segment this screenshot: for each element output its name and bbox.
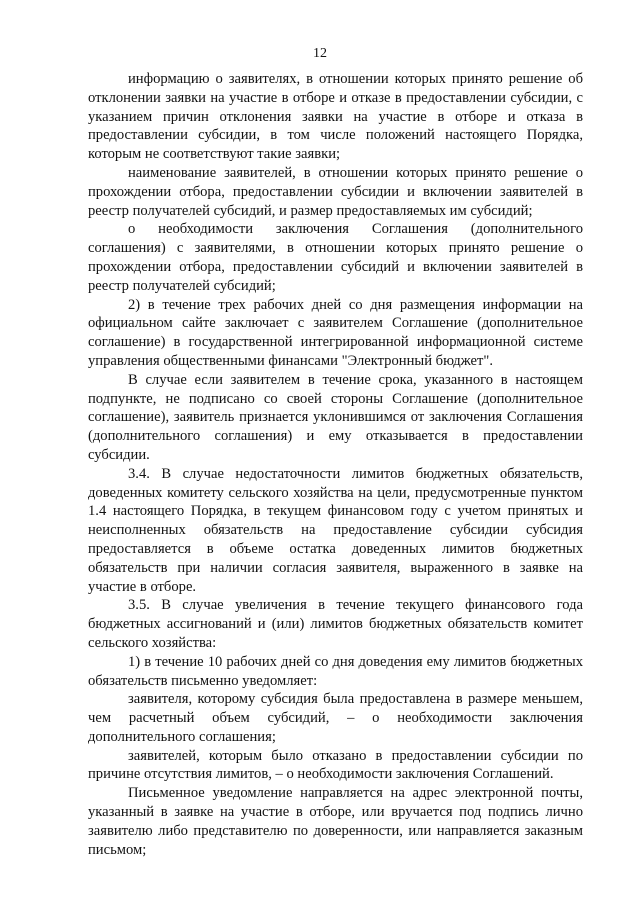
page-number: 12	[313, 46, 327, 61]
paragraph-item-2: 2) в течение трех рабочих дней со дня размещения информации на официальном сайте заключает с заявителем Соглашение (дополнительное соглашение) в государственной интегрированной информационной системе управления общественными финансами "Электронный бюджет".	[88, 296, 583, 369]
paragraph-rejected-applicants: информацию о заявителях, в отношении которых принято решение об отклонении заявки на участие в отборе и отказе в предоставлении субсидии, с указанием причин отклонения заявки на участие в отборе и отказа в предоставлении субсидии, в том числе положений настоящего Порядка, которым не соответствуют такие заявки;	[88, 71, 583, 163]
paragraph-refused-applicants: заявителей, которым было отказано в предоставлении субсидии по причине отсутствия лимитов, – о необходимости заключения Соглашений.	[88, 747, 583, 783]
paragraph-unsigned-agreement: В случае если заявителем в течение срока, указанного в настоящем подпункте, не подписано со своей стороны Соглашение (дополнительное соглашение), заявитель признается уклонившимся от заключения Соглашения (дополнительного соглашения) и ему отказывается в предоставлении субсидии.	[88, 371, 583, 463]
paragraph-item-1-notification: 1) в течение 10 рабочих дней со дня доведения ему лимитов бюджетных обязательств письменно уведомляет:	[88, 653, 583, 689]
document-body	[88, 70, 583, 859]
paragraph-approved-applicants: наименование заявителей, в отношении которых принято решение о прохождении отбора, предоставлении субсидии и включении заявителей в реестр получателей субсидий, и размер предоставляемых им субсидий;	[88, 164, 583, 219]
paragraph-reduced-subsidy: заявителя, которому субсидия была предоставлена в размере меньшем, чем расчетный объем субсидий, – о необходимости заключения дополнительного соглашения;	[88, 691, 583, 745]
paragraph-written-notice: Письменное уведомление направляется на адрес электронной почты, указанный в заявке на участие в отборе, или вручается под подпись лично заявителю либо представителю по доверенности, или направляется заказным письмом;	[88, 785, 583, 858]
paragraph-agreement-necessity: о необходимости заключения Соглашения (дополнительного соглашения) с заявителями, в отношении которых принято решение о прохождении отбора, предоставлении субсидий и включении заявителей в реестр получателей субсидий;	[88, 221, 583, 294]
paragraph-section-3-5: 3.5. В случае увеличения в течение текущего финансового года бюджетных ассигнований и (или) лимитов бюджетных обязательств комитет сельского хозяйства:	[88, 597, 583, 651]
paragraph-section-3-4: 3.4. В случае недостаточности лимитов бюджетных обязательств, доведенных комитету сельского хозяйства на цели, предусмотренные пунктом 1.4 настоящего Порядка, в текущем финансовом году с учетом принятых и неисполненных обязательств на предоставление субсидии субсидия предоставляется в объеме остатка доведенных лимитов бюджетных обязательств при наличии согласия заявителя, выраженного в заявке на участие в отборе.	[88, 465, 583, 595]
